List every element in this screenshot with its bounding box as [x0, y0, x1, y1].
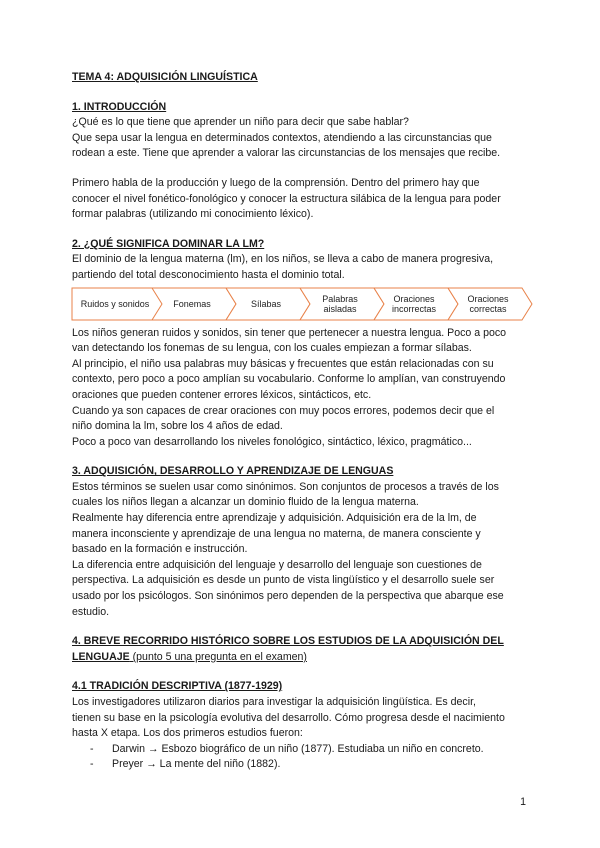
document-page	[72, 70, 532, 773]
s3-body-line-6: La diferencia entre adquisición del lenguaje y desarrollo del lenguaje son cuestiones de	[72, 558, 482, 571]
s2-body-line-8: Poco a poco van desarrollando los niveles fonológico, sintáctico, léxico, pragmático...	[72, 435, 472, 448]
section-4-heading-line-1: 4. BREVE RECORRIDO HISTÓRICO SOBRE LOS ESTUDIOS DE LA ADQUISICIÓN DEL	[72, 635, 504, 648]
s2-intro-line-1: El dominio de la lengua materna (lm), en los niños, se lleva a cabo de manera progresiva,	[72, 253, 494, 266]
section-4-heading-line-2: LENGUAJE	[72, 650, 130, 663]
progression-diagram	[72, 287, 532, 321]
flow-step-4: Palabras aisladas	[322, 293, 358, 314]
s3-body-line-7: perspectiva. La adquisición es desde un punto de vista lingüístico y el desarrollo suele ser	[72, 574, 495, 587]
section-4-1-heading: 4.1 TRADICIÓN DESCRIPTIVA (1877-1929)	[72, 680, 283, 693]
s3-body-line-5: basado en la formación e instrucción.	[72, 543, 248, 556]
s3-body-line-8: usado por los psicólogos. Son sinónimos pero dependen de la perspectiva que abarque ese	[72, 590, 504, 603]
s1-p1-line-1: ¿Qué es lo que tiene que aprender un niño para decir que sabe hablar?	[72, 116, 409, 129]
s1-p2-line-2: conocer el nivel fonético-fonológico y conocer la estructura silábica de la lengua para poder	[72, 192, 501, 205]
studies-list	[72, 742, 532, 773]
s3-body-line-4: manera inconsciente y aprendizaje de una lengua no materna, de manera consciente y	[72, 527, 481, 540]
s2-body-line-2: van detectando los fonemas de su lengua, con los cuales empiezan a formar sílabas.	[72, 342, 472, 355]
s2-body-line-1: Los niños generan ruidos y sonidos, sin tener que pertenecer a nuestra lengua. Poco a poco	[72, 326, 507, 339]
flow-step-3: Sílabas	[250, 298, 282, 309]
s3-body-line-9: estudio.	[72, 605, 110, 618]
s2-body-line-7: niño domina la lm, sobre los 4 años de edad.	[72, 420, 283, 433]
s3-body-line-2: cuales los niños llegan a alcanzar un dominio fluido de la lengua materna.	[72, 496, 419, 509]
s41-body-line-1: Los investigadores utilizaron diarios para investigar la adquisición lingüística. Es decir,	[72, 696, 476, 708]
s3-body-line-1: Estos términos se suelen usar como sinónimos. Son conjuntos de procesos a través de los	[72, 480, 499, 493]
flow-step-6: Oraciones correctas	[467, 293, 509, 314]
section-4-heading	[72, 634, 532, 665]
s2-body-line-5: oraciones que pueden contener errores léxicos, sintácticos, etc.	[72, 388, 372, 401]
s2-body-line-6: Cuando ya son capaces de crear oraciones con muy pocos errores, podemos decir que el	[72, 404, 495, 417]
flow-step-1: Ruidos y sonidos	[80, 298, 150, 309]
s1-p2-line-3: formar palabras (utilizando mi conocimiento léxico).	[72, 208, 314, 221]
s41-body-line-3: hasta X etapa. Los dos primeros estudios fueron:	[72, 727, 303, 740]
section-1-heading: 1. INTRODUCCIÓN	[72, 100, 167, 113]
section-4-note: (punto 5 una pregunta en el examen)	[129, 650, 307, 663]
s2-body-line-4: contexto, pero poco a poco amplían su vocabulario. Conforme lo amplían, van construyendo	[72, 373, 506, 386]
s1-p1-line-2: Que sepa usar la lengua en determinados contextos, atendiendo a las circunstancias que	[72, 131, 492, 144]
page-number: 1	[520, 796, 526, 808]
flow-step-2: Fonemas	[173, 298, 211, 309]
flow-step-5: Oraciones incorrectas	[391, 293, 436, 314]
s1-p2-line-1: Primero habla de la producción y luego de la comprensión. Dentro del primero hay que	[72, 176, 480, 189]
section-2-heading: 2. ¿QUÉ SIGNIFICA DOMINAR LA LM?	[72, 237, 265, 250]
document-title: TEMA 4: ADQUISICIÓN LINGUÍSTICA	[72, 71, 258, 83]
s1-p1-line-3: rodean a este. Tiene que aprender a valorar las circunstancias de los mensajes que recibe.	[72, 147, 501, 160]
section-3-heading: 3. ADQUISICIÓN, DESARROLLO Y APRENDIZAJE DE LENGUAS	[72, 465, 394, 478]
list-item: - Darwin → Esbozo biográfico de un niño (1877). Estudiaba un niño en concreto.	[90, 742, 532, 758]
list-item: - Preyer → La mente del niño (1882).	[90, 757, 532, 773]
s2-body-line-3: Al principio, el niño usa palabras muy básicas y frecuentes que están relacionadas con su	[72, 357, 494, 370]
s41-body-line-2: tienen su base en la psicología evolutiva del desarrollo. Cómo progresa desde el nacimiento	[72, 711, 505, 724]
s2-intro-line-2: partiendo del total desconocimiento hasta el dominio total.	[72, 268, 345, 281]
s3-body-line-3: Realmente hay diferencia entre aprendizaje y adquisición. Adquisición era de la lm, de	[72, 512, 477, 525]
